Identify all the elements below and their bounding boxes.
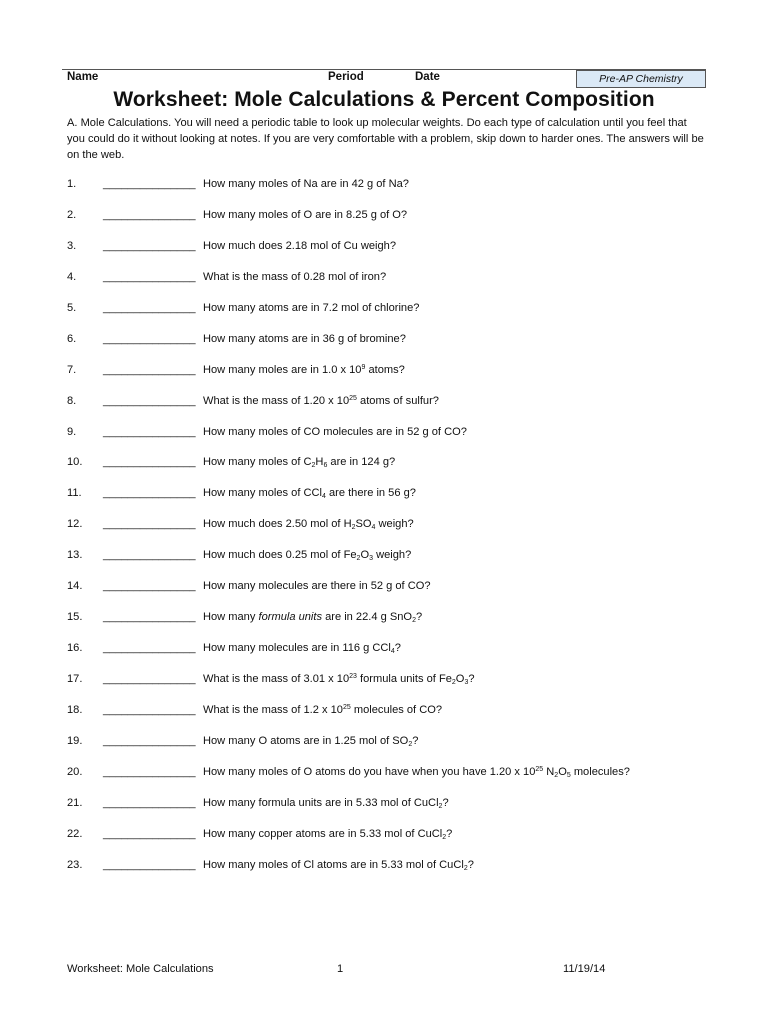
answer-blank: _______________: [103, 518, 196, 531]
question-item: [67, 702, 717, 733]
question-item: [67, 238, 717, 269]
question-text: [203, 300, 419, 316]
question-number: 13.: [67, 549, 83, 562]
question-number: 6.: [67, 332, 77, 345]
question-text-part: 2: [351, 524, 356, 532]
answer-blank: _______________: [103, 580, 196, 593]
question-text: [203, 269, 386, 285]
period-label: Period: [328, 71, 364, 83]
question-text-part: How many moles of CCl: [203, 487, 322, 500]
question-item: [67, 764, 717, 795]
question-text: [203, 640, 401, 656]
answer-blank: _______________: [103, 394, 196, 407]
question-text-part: O: [558, 765, 567, 778]
answer-blank: _______________: [103, 425, 196, 438]
question-item: [67, 733, 717, 764]
question-text-part: 2: [554, 771, 559, 779]
question-text-part: atoms?: [365, 363, 405, 376]
question-item: [67, 547, 717, 578]
question-text-part: 25: [349, 394, 357, 402]
question-number: 1.: [67, 178, 77, 190]
question-text-part: H: [315, 456, 324, 469]
question-text: [203, 362, 405, 378]
question-text-part: ?: [467, 858, 474, 871]
question-text: [203, 578, 431, 594]
question-text: [203, 238, 396, 254]
answer-blank: _______________: [103, 208, 196, 221]
question-text-part: How many moles of O atoms do you have when you have 1.20 x 10: [203, 765, 536, 778]
question-text-part: How many moles of O are in 8.25 g of O?: [203, 208, 408, 221]
question-item: [67, 424, 717, 455]
question-text: [203, 609, 422, 625]
question-text-part: How many O atoms are in 1.25 mol of SO: [203, 734, 409, 747]
answer-blank: _______________: [103, 796, 196, 809]
question-text-part: ?: [442, 796, 449, 809]
question-item: [67, 485, 717, 516]
question-text-part: O: [455, 673, 465, 685]
question-item: [67, 795, 717, 826]
question-text-part: ?: [415, 611, 423, 624]
question-text: [203, 733, 418, 749]
question-item: [67, 362, 717, 393]
question-item: [67, 454, 717, 485]
answer-blank: _______________: [103, 332, 196, 345]
question-text-part: 2: [451, 679, 456, 686]
question-item: [67, 176, 717, 207]
question-text-part: 9: [361, 363, 366, 371]
answer-blank: _______________: [103, 301, 196, 314]
answer-blank: _______________: [103, 734, 196, 747]
question-item: [67, 516, 717, 547]
question-text-part: How many moles of Na are in 42 g of Na?: [203, 178, 409, 190]
question-text-part: ?: [446, 827, 453, 840]
question-text: [203, 857, 474, 873]
answer-blank: _______________: [103, 827, 196, 840]
question-number: 22.: [67, 827, 83, 840]
question-item: [67, 269, 717, 300]
question-text-part: What is the mass of 1.20 x 10: [203, 394, 350, 407]
question-text-part: 3: [464, 679, 469, 686]
question-text-part: 4: [321, 493, 326, 501]
question-number: 14.: [67, 580, 83, 593]
question-text-part: 2: [438, 802, 443, 810]
question-number: 15.: [67, 611, 83, 624]
question-number: 21.: [67, 796, 83, 809]
question-text-part: 4: [371, 524, 376, 532]
question-text-part: How many molecules are in 116 g CCl: [203, 642, 391, 655]
question-text-part: weigh?: [373, 549, 412, 562]
question-text-part: 6: [323, 462, 328, 470]
question-text: [203, 826, 452, 842]
question-text-part: 2: [408, 740, 413, 748]
question-text-part: are there in 56 g?: [325, 487, 416, 500]
course-badge: Pre-AP Chemistry: [576, 70, 706, 88]
question-text-part: 3: [369, 555, 373, 563]
question-text-part: What is the mass of 3.01 x 10: [203, 673, 350, 685]
question-text: [203, 393, 439, 409]
question-text-part: formula units: [258, 611, 323, 624]
question-number: 23.: [67, 858, 83, 871]
question-text-part: What is the mass of 1.2 x 10: [203, 703, 343, 716]
question-text-part: ?: [412, 734, 419, 747]
question-text: [203, 207, 407, 223]
question-text: [203, 547, 411, 563]
question-text-part: O: [360, 549, 370, 562]
date-label: Date: [415, 71, 440, 83]
footer-title: Worksheet: Mole Calculations: [67, 963, 214, 975]
question-text-part: molecules of CO?: [350, 703, 443, 716]
answer-blank: _______________: [103, 642, 196, 655]
question-number: 16.: [67, 642, 83, 655]
question-text-part: How many formula units are in 5.33 mol of CuCl: [203, 796, 439, 809]
question-text-part: How many moles are in 1.0 x 10: [203, 363, 362, 376]
question-item: [67, 393, 717, 424]
question-number: 9.: [67, 425, 77, 438]
answer-blank: _______________: [103, 178, 196, 190]
question-item: [67, 826, 717, 857]
question-number: 20.: [67, 765, 83, 778]
question-text-part: 2: [463, 864, 468, 872]
question-text-part: How much does 2.18 mol of Cu weigh?: [203, 239, 397, 252]
question-text: [203, 764, 630, 780]
question-text-part: are in 22.4 g SnO: [322, 611, 413, 624]
question-text-part: 25: [535, 765, 544, 773]
question-text: [203, 516, 414, 532]
question-text-part: 25: [342, 703, 351, 711]
question-text-part: 4: [390, 648, 395, 656]
question-text: [203, 454, 395, 470]
question-text: [203, 485, 416, 501]
question-text-part: How many moles of CO molecules are in 52 g of CO?: [203, 425, 467, 438]
question-text: [203, 795, 449, 811]
answer-blank: _______________: [103, 858, 196, 871]
question-text-part: 23: [349, 673, 357, 680]
answer-blank: _______________: [103, 549, 196, 562]
question-number: 3.: [67, 239, 77, 252]
question-item: [67, 671, 717, 702]
question-number: 17.: [67, 673, 83, 685]
answer-blank: _______________: [103, 703, 196, 716]
question-item: [67, 300, 717, 331]
question-text-part: 5: [566, 771, 571, 779]
question-text-part: How many: [203, 611, 259, 624]
instructions-paragraph: A. Mole Calculations. You will need a periodic table to look up molecular weights. Do each type of calculation until you feel that you could do it without looking at notes. If you are very comfortable with a problem, skip down to harder ones. The answers will be on the web.: [67, 117, 704, 161]
question-text: [203, 176, 409, 192]
question-list: [67, 176, 717, 888]
question-item: [67, 578, 717, 609]
question-text: [203, 671, 475, 687]
question-text-part: N: [543, 765, 555, 778]
question-text: [203, 331, 406, 347]
footer-date: 11/19/14: [563, 963, 606, 975]
question-number: 18.: [67, 703, 83, 716]
question-number: 19.: [67, 734, 83, 747]
question-item: [67, 640, 717, 671]
question-item: [67, 331, 717, 362]
answer-blank: _______________: [103, 270, 196, 283]
question-text-part: How much does 2.50 mol of H: [203, 518, 352, 531]
question-number: 5.: [67, 301, 77, 314]
name-label: Name: [67, 71, 99, 83]
question-text-part: molecules?: [570, 765, 630, 778]
header-row: [62, 69, 706, 88]
answer-blank: _______________: [103, 611, 196, 624]
answer-blank: _______________: [103, 456, 196, 469]
question-text-part: are in 124 g?: [327, 456, 396, 469]
question-text-part: 2: [442, 833, 447, 841]
question-text-part: What is the mass of 0.28 mol of iron?: [203, 270, 387, 283]
question-text-part: ?: [394, 642, 401, 655]
question-item: [67, 207, 717, 238]
answer-blank: _______________: [103, 765, 196, 778]
question-number: 10.: [67, 456, 83, 469]
question-number: 12.: [67, 518, 83, 531]
question-text-part: 2: [356, 555, 361, 563]
question-number: 7.: [67, 363, 77, 376]
answer-blank: _______________: [103, 487, 196, 500]
answer-blank: _______________: [103, 239, 196, 252]
question-text-part: How much does 0.25 mol of Fe: [203, 549, 357, 562]
question-text-part: SO: [355, 518, 372, 531]
footer-page-number: 1: [337, 963, 344, 975]
question-text-part: 2: [311, 462, 316, 470]
question-text-part: How many atoms are in 7.2 mol of chlorine?: [203, 301, 420, 314]
question-text-part: How many moles of C: [203, 456, 312, 469]
question-text-part: 2: [412, 617, 416, 625]
page-title: Worksheet: Mole Calculations & Percent Composition: [113, 88, 655, 111]
question-number: 11.: [67, 487, 82, 500]
answer-blank: _______________: [103, 363, 196, 376]
question-text: [203, 702, 442, 718]
question-item: [67, 857, 717, 888]
question-text: [203, 424, 467, 440]
question-number: 4.: [67, 270, 77, 283]
question-text-part: atoms of sulfur?: [356, 394, 439, 407]
question-text-part: ?: [468, 673, 475, 685]
question-number: 2.: [67, 208, 77, 221]
question-text-part: How many molecules are there in 52 g of CO?: [203, 580, 431, 593]
question-text-part: How many copper atoms are in 5.33 mol of CuCl: [203, 827, 443, 840]
answer-blank: _______________: [103, 673, 196, 685]
question-item: [67, 609, 717, 640]
question-text-part: How many atoms are in 36 g of bromine?: [203, 332, 406, 345]
question-text-part: formula units of Fe: [356, 673, 452, 685]
question-number: 8.: [67, 394, 77, 407]
question-text-part: weigh?: [375, 518, 414, 531]
question-text-part: How many moles of Cl atoms are in 5.33 mol of CuCl: [203, 858, 464, 871]
